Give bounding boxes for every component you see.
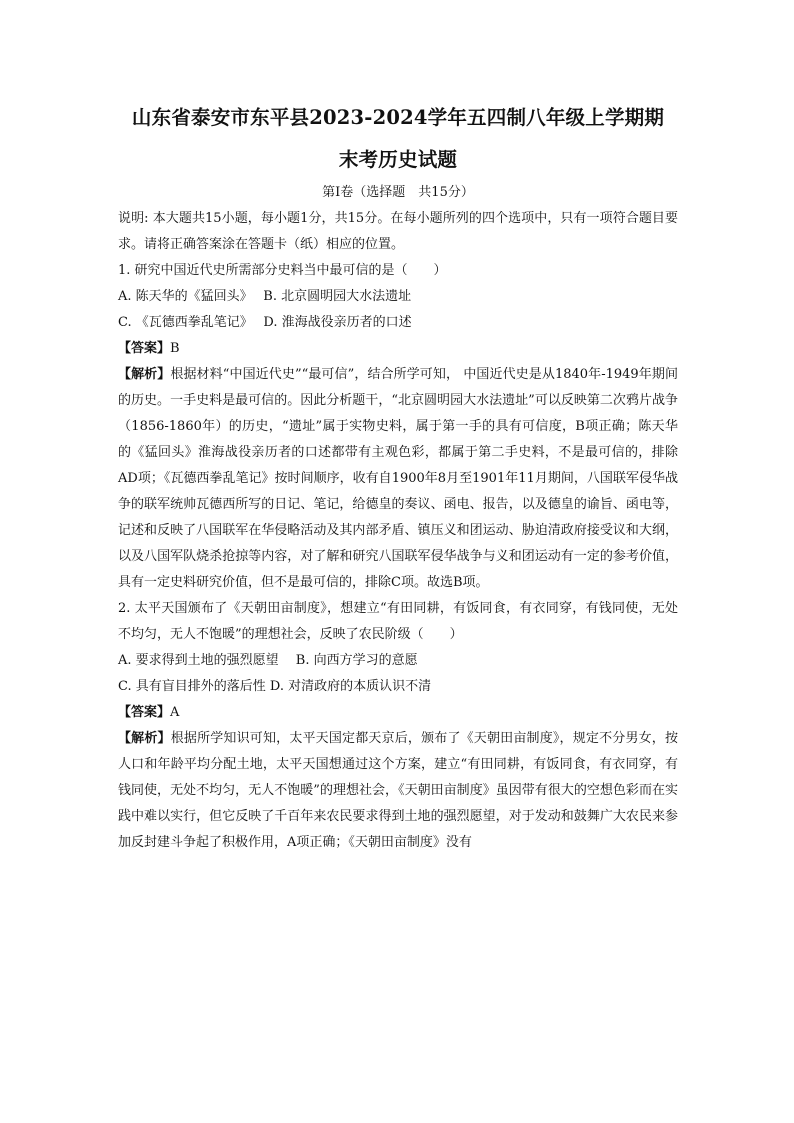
document-title-line-2: 末考历史试题 [338,148,458,171]
option-row: C. 具有盲目排外的落后性 D. 对清政府的本质认识不清 [118,679,432,694]
analysis-text: 根据所学知识可知，太平天国定都天京后，颁布了《天朝田亩制度》，规定不分男女，按人口和年龄平均分配土地，太平天国想通过这个方案，建立“有田同耕，有饭同食，有衣同穿，有钱同使，无处不均匀，无人不饱暖”的理想社会，《天朝田亩制度》虽因带有很大的空想色彩而在实践中难以实行，但它反映了千百年来农民要求得到土地的强烈愿望，对于发动和鼓舞广大农民来参加反封建斗争起了积极作用，A项正确；《天朝田亩制度》没有 [118,731,678,850]
document-title-line-1: 山东省泰安市东平县2023-2024学年五四制八年级上学期期 [131,106,665,129]
instructions: 说明: 本大题共15小题，每小题1分，共15分。在每小题所列的四个选项中，只有一项符合题目要求。请将正确答案涂在答题卡（纸）相应的位置。 [118,211,678,252]
option-row: A. 陈天华的《猛回头》 B. 北京圆明园大水法遗址 [118,289,412,304]
question-2 [118,596,678,856]
answer-label: 【答案】 [118,705,171,720]
answer-line [118,336,678,362]
option-row: A. 要求得到土地的强烈愿望 B. 向西方学习的意愿 [118,653,418,668]
analysis-text: 根据材料“中国近代史”“最可信”，结合所学可知， 中国近代史是从1840年-1949年期间的历史。一手史料是最可信的。因此分析题干，“北京圆明园大水法遗址”可以反映第二次鸦片战争（1856-1860年）的历史，“遗址”属于实物史料，属于第一手的具有可信度，B项正确；陈天华的《猛回头》淮海战役亲历者的口述都带有主观色彩，都属于第二手史料，不是最可信的，排除AD项；《瓦德西拳乱笔记》按时间顺序，收有自1900年8月至1901年11月期间，八国联军侵华战争的联军统帅瓦德西所写的日记、笔记，给德皇的奏议、函电、报告，以及德皇的谕旨、函电等，记述和反映了八国联军在华侵略活动及其内部矛盾、镇压义和团运动、胁迫清政府接受议和大纲，以及八国军队烧杀抢掠等内容，对了解和研究八国联军侵华战争与义和团运动有一定的参考价值，具有一定史料研究价值，但不是最可信的，排除C项。故选B项。 [118,367,678,590]
section-heading: 第Ⅰ卷（选择题 共15分） [322,185,474,200]
answer-label: 【答案】 [118,341,171,356]
answer-line [118,700,678,726]
analysis [118,362,678,596]
answer-value: B [170,341,180,356]
option-row: C. 《瓦德西拳乱笔记》 D. 淮海战役亲历者的口述 [118,315,412,330]
document-page [118,96,678,856]
answer-value: A [170,705,180,720]
question-stem: 1. 研究中国近代史所需部分史料当中最可信的是（ ） [118,263,447,278]
analysis-label: 【解析】 [118,367,171,382]
analysis-label: 【解析】 [118,731,171,746]
analysis [118,726,678,856]
question-1 [118,258,678,596]
question-stem: 2. 太平天国颁布了《天朝田亩制度》，想建立“有田同耕，有饭同食，有衣同穿，有钱同使，无处不均匀，无人不饱暖”的理想社会，反映了农民阶级（ ） [118,601,678,642]
